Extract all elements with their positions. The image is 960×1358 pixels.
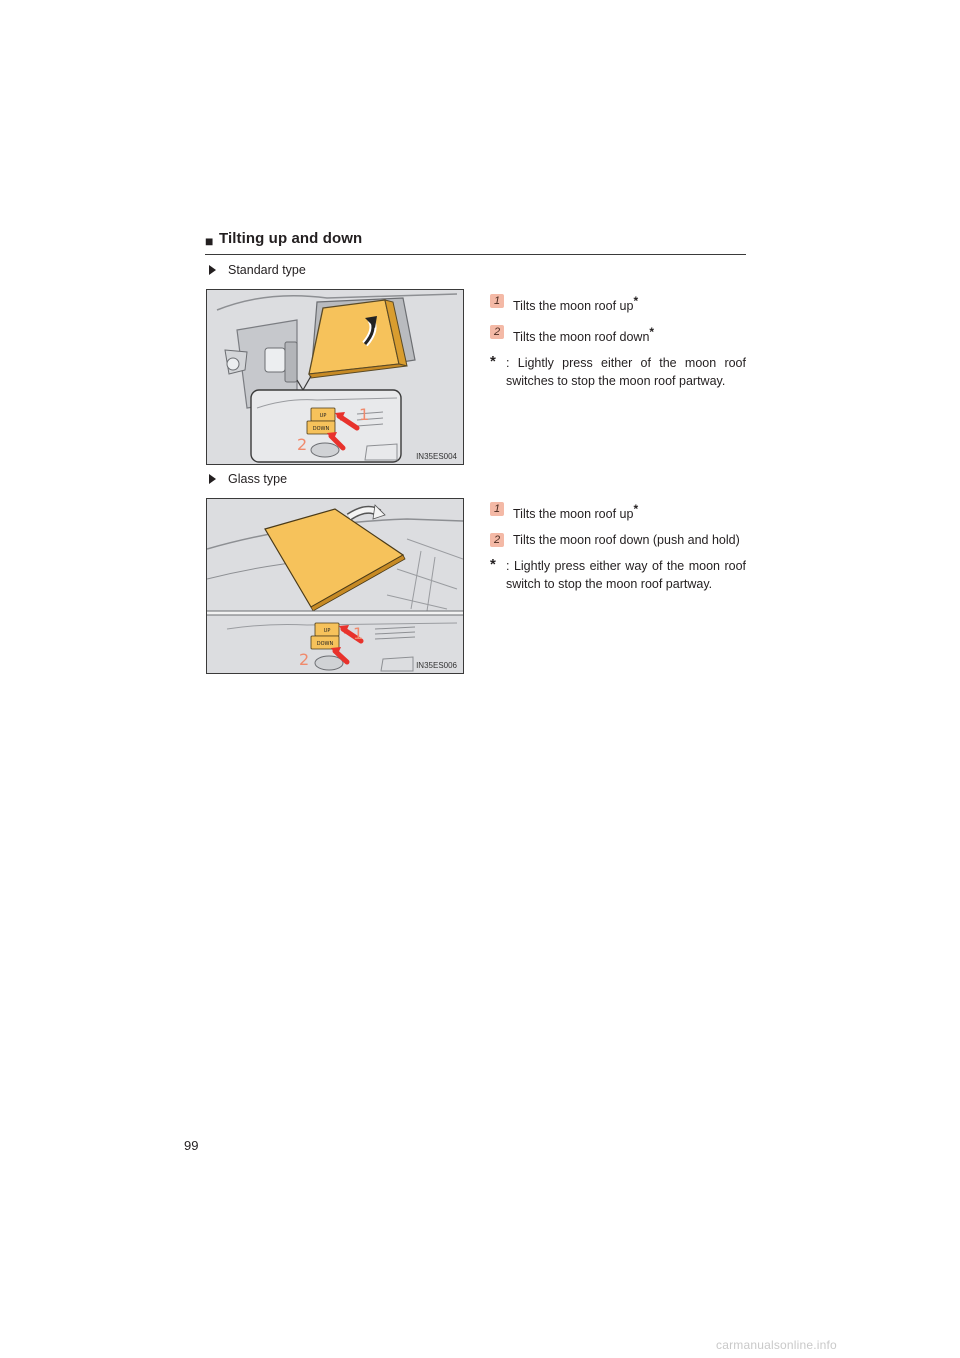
step-text: Tilts the moon roof up [513,507,634,522]
watermark: carmanualsonline.info [716,1338,837,1352]
asterisk-mark: * [649,325,655,340]
step-item [490,323,746,346]
callout-2: 2 [299,650,310,669]
down-switch-label: DOWN [312,426,330,432]
step-item [490,531,746,549]
standard-type-description [490,292,746,390]
figure-code: IN35ES006 [416,661,457,670]
step-text: Tilts the moon roof down (push and hold) [513,533,740,548]
step-item [490,292,746,315]
triangle-bullet-icon [209,474,216,484]
footnote-asterisk: * [490,353,496,371]
step-item [490,500,746,523]
section-marker: ■ [205,233,214,249]
step-number: 2 [490,325,504,339]
step-text: Tilts the moon roof down [513,330,650,345]
callout-1: 1 [353,624,364,643]
down-switch-label: DOWN [316,641,334,647]
standard-type-bullet [209,263,306,277]
callout-2: 2 [297,435,308,454]
standard-type-label: Standard type [228,263,306,277]
callout-1: 1 [359,405,370,424]
footnote [490,557,746,593]
footnote-text: : Lightly press either of the moon roof switches to stop the moon roof partway. [506,356,746,389]
standard-type-illustration [206,289,464,465]
glass-type-bullet [209,472,287,486]
step-number: 1 [490,502,504,516]
footnote [490,354,746,390]
step-number: 1 [490,294,504,308]
triangle-bullet-icon [209,265,216,275]
glass-type-description [490,500,746,593]
up-switch-label: UP [319,413,327,419]
step-text: Tilts the moon roof up [513,299,634,314]
figure-code: IN35ES004 [416,452,457,461]
glass-type-illustration [206,498,464,674]
section-heading [205,230,746,255]
footnote-text: : Lightly press either way of the moon roof switch to stop the moon roof partway. [506,559,746,592]
up-switch-label: UP [323,628,331,634]
asterisk-mark: * [633,294,639,308]
step-number: 2 [490,533,504,547]
page-number: 99 [184,1138,199,1153]
section-title: Tilting up and down [219,230,363,247]
footnote-asterisk: * [490,556,496,574]
glass-type-label: Glass type [228,472,288,486]
asterisk-mark: * [633,502,639,516]
